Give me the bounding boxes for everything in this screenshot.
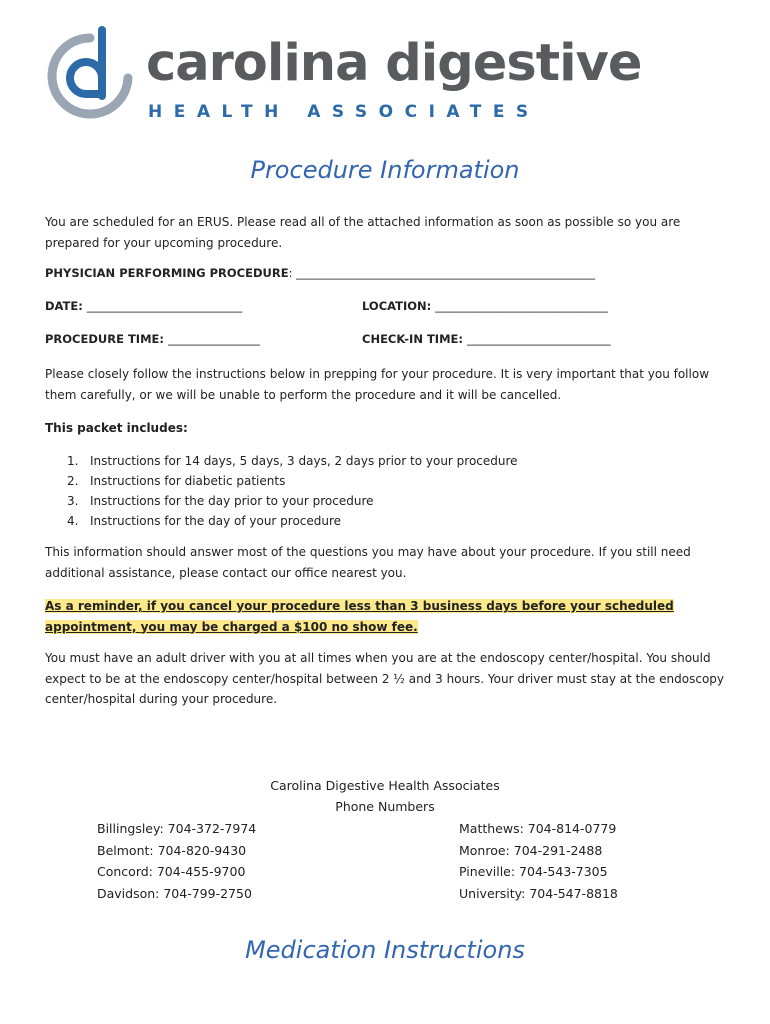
list-number: 1. bbox=[67, 454, 79, 468]
phones-right-column bbox=[459, 818, 618, 904]
list-item bbox=[45, 511, 518, 531]
phone-entry: Billingsley: 704-372-7974 bbox=[97, 821, 257, 836]
intro-paragraph: You are scheduled for an ERUS. Please read all of the attached information as soon as possible so you are prepared for your upcoming procedure. bbox=[45, 215, 681, 250]
contact-org: Carolina Digestive Health Associates bbox=[270, 778, 500, 793]
section-title-medication: Medication Instructions bbox=[245, 936, 525, 964]
phones-left-column bbox=[97, 818, 256, 904]
list-text: Instructions for the day prior to your procedure bbox=[90, 494, 374, 508]
phone-entry: Matthews: 704-814-0779 bbox=[459, 821, 617, 836]
list-text: Instructions for diabetic patients bbox=[90, 474, 286, 488]
page-title: Procedure Information bbox=[250, 156, 520, 184]
physician-blank: : ____________________________________________________ bbox=[288, 266, 596, 280]
location-label: LOCATION: bbox=[362, 299, 432, 313]
reminder-highlight: As a reminder, if you cancel your procedure less than 3 business days before your scheduled appointment, you may be charged a $100 no show fee. bbox=[45, 599, 674, 634]
list-text: Instructions for 14 days, 5 days, 3 days, 2 days prior to your procedure bbox=[90, 454, 518, 468]
list-text: Instructions for the day of your procedure bbox=[90, 514, 342, 528]
list-item bbox=[45, 471, 518, 491]
driver-paragraph: You must have an adult driver with you at all times when you are at the endoscopy center/hospital. You should expect to be at the endoscopy center/hospital between 2 ½ and 3 hours. Your driver must stay at the endoscopy center/hospital during your procedure. bbox=[45, 651, 725, 706]
location-blank: ______________________________ bbox=[435, 299, 608, 313]
logo-name: carolina digestive bbox=[146, 34, 642, 93]
list-number: 2. bbox=[67, 474, 79, 488]
procedure-time-label: PROCEDURE TIME: bbox=[45, 332, 164, 346]
contact-heading: Phone Numbers bbox=[335, 799, 435, 814]
phone-entry: Belmont: 704-820-9430 bbox=[97, 842, 247, 858]
list-item bbox=[45, 491, 518, 511]
checkin-time-blank: _________________________ bbox=[467, 332, 611, 346]
packet-heading: This packet includes: bbox=[45, 421, 188, 435]
location-field[interactable] bbox=[362, 299, 608, 313]
phone-entry: Pineville: 704-543-7305 bbox=[459, 864, 608, 879]
list-number: 3. bbox=[67, 494, 79, 508]
logo-mark-icon bbox=[42, 26, 137, 126]
info-paragraph: This information should answer most of the questions you may have about your procedure. If you still need additional assistance, please contact our office nearest you. bbox=[45, 545, 691, 580]
list-item bbox=[45, 451, 518, 471]
logo-subtitle: HEALTH ASSOCIATES bbox=[148, 102, 540, 122]
phone-entry: University: 704-547-8818 bbox=[459, 885, 618, 901]
date-field[interactable] bbox=[45, 299, 242, 313]
phone-entry: Concord: 704-455-9700 bbox=[97, 864, 246, 879]
follow-paragraph: Please closely follow the instructions below in prepping for your procedure. It is very important that you follow them carefully, or we will be unable to perform the procedure and it will be cancelled. bbox=[45, 367, 710, 402]
date-blank: ___________________________ bbox=[86, 299, 243, 313]
reminder-paragraph bbox=[45, 596, 725, 637]
physician-label: PHYSICIAN PERFORMING PROCEDURE bbox=[45, 266, 289, 280]
procedure-time-blank: ________________ bbox=[168, 332, 260, 346]
company-logo bbox=[42, 26, 732, 130]
checkin-time-field[interactable] bbox=[362, 332, 611, 346]
phone-entry: Monroe: 704-291-2488 bbox=[459, 842, 603, 858]
checkin-time-label: CHECK-IN TIME: bbox=[362, 332, 463, 346]
physician-field[interactable] bbox=[45, 266, 595, 280]
date-label: DATE: bbox=[45, 299, 83, 313]
phone-entry: Davidson: 704-799-2750 bbox=[97, 885, 252, 901]
list-number: 4. bbox=[67, 514, 79, 528]
packet-list bbox=[45, 451, 518, 531]
procedure-time-field[interactable] bbox=[45, 332, 260, 346]
